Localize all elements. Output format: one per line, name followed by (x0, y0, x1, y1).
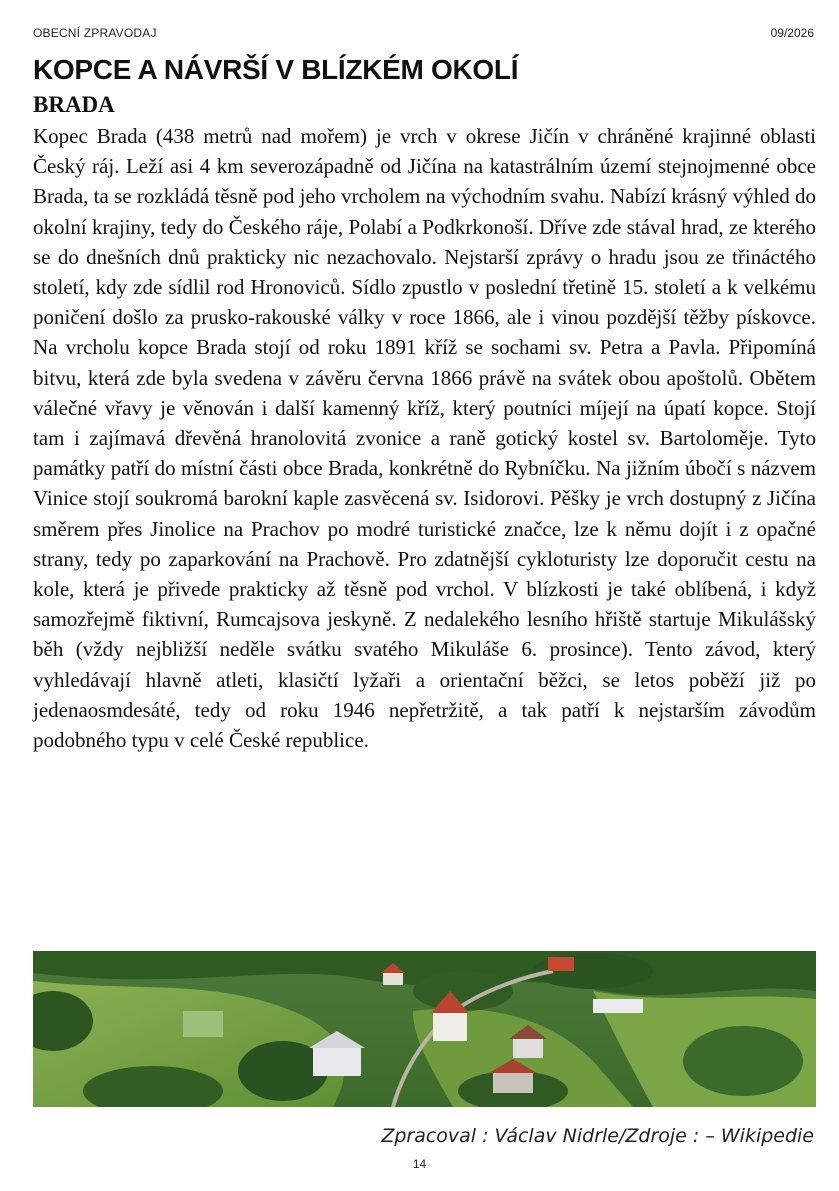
article-credit: Zpracoval : Václav Nidrle/Zdroje : – Wikipedie (381, 1125, 814, 1147)
article-body: Kopec Brada (438 metrů nad mořem) je vrch v okrese Jičín v chráněné krajinné oblasti Český ráj. Leží asi 4 km severozápadně od Jičína na katastrálním území stejnojmenné obce Brada, ta se rozkládá těsně pod jeho vrcholem na východním svahu. Nabízí krásný výhled do okolní krajiny, tedy do Českého ráje, Polabí a Podkrkonoší. Dříve zde stával hrad, ze kterého se do dnešních dnů prakticky nic nezachovalo. Nejstarší zprávy o hradu jsou ze třináctého století, kdy zde sídlil rod Hronoviců. Sídlo zpustlo v poslední třetině 15. století a k velkému poničení došlo za prusko-rakouské války v roce 1866, ale i vinou pozdější těžby pískovce. Na vrcholu kopce Brada stojí od roku 1891 kříž se sochami sv. Petra a Pavla. Připomíná bitvu, která zde byla svedena v závěru června 1866 právě na svátek obou apoštolů. Obětem válečné vřavy je věnován i další kamenný kříž, který poutníci míjejí na úpatí kopce. Stojí tam i zajímavá dřevěná hranolovitá zvonice a raně gotický kostel sv. Bartoloměje. Tyto památky patří do místní části obce Brada, konkrétně do Rybníčku. Na jižním úbočí s názvem Vinice stojí soukromá barokní kaple zasvěcená sv. Isidorovi. Pěšky je vrch dostupný z Jičína směrem přes Jinolice na Prachov po modré turistické značce, lze k němu dojít i z opačné strany, tedy po zaparkování na Prachově. Pro zdatnější cykloturisty lze doporučit cestu na kole, která je přivede prakticky až těsně pod vrchol. V blízkosti je také oblíbená, i když samozřejmě fiktivní, Rumcajsova jeskyně. Z nedalekého lesního hřiště startuje Mikulášský běh (vždy nejbližší neděle svátku svatého Mikuláše 6. prosince). Tento závod, který vyhledávají hlavně atleti, klasičtí lyžaři a orientační běžci, se letos poběží již po jedenaosmdesáté, tedy od roku 1946 nepřetržitě, a tak patří k nejstarším závodům podobného typu v celé České republice. (33, 124, 816, 753)
article-title: KOPCE A NÁVRŠÍ V BLÍZKÉM OKOLÍ (33, 54, 519, 85)
article-subtitle: BRADA (33, 92, 115, 117)
issue-date: 09/2026 (770, 26, 814, 40)
aerial-village-photo (33, 951, 816, 1107)
page-number: 14 (412, 1157, 427, 1171)
publication-name: OBECNÍ ZPRAVODAJ (33, 26, 157, 40)
